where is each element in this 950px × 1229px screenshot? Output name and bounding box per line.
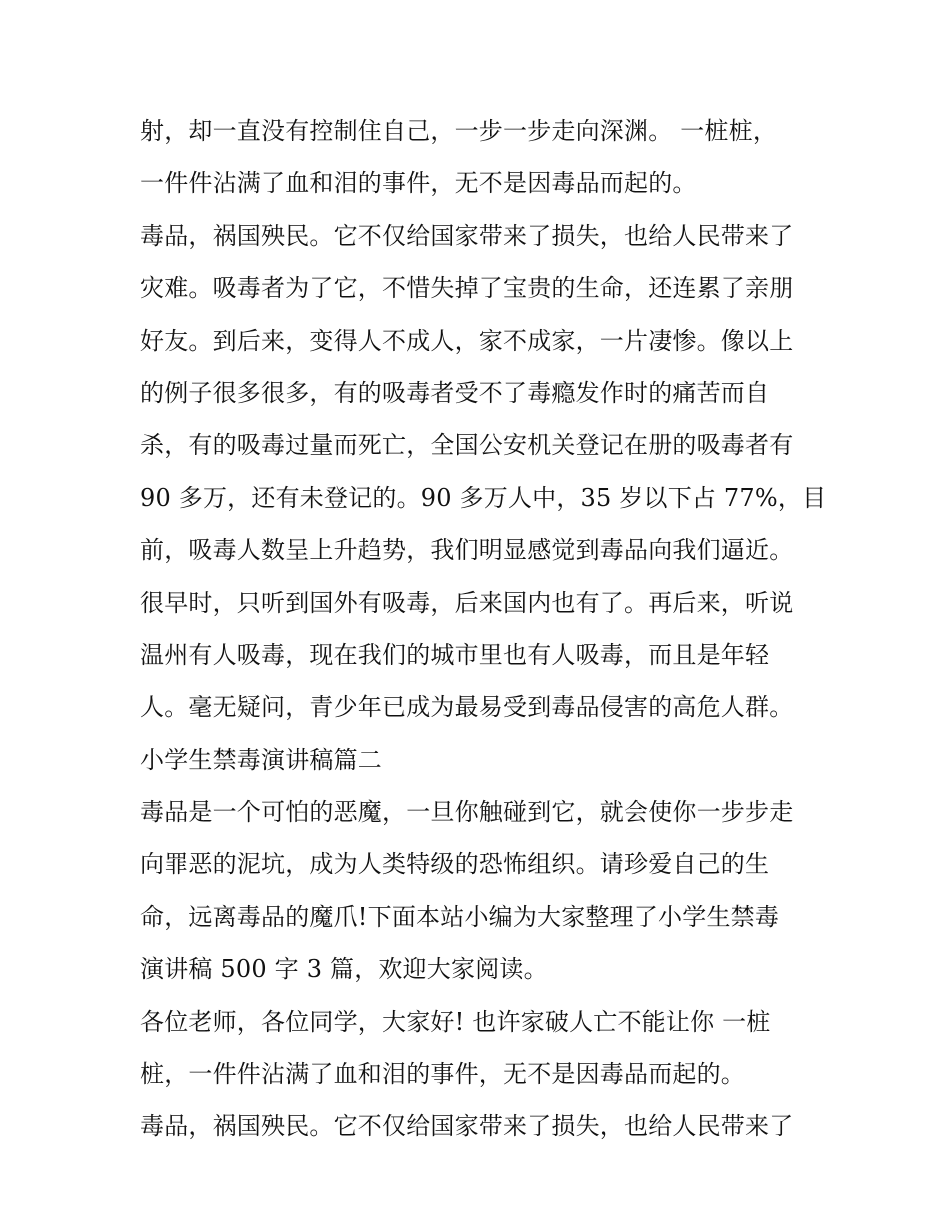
text-line: 一件件沾满了血和泪的事件，无不是因毒品而起的。: [140, 169, 697, 198]
text-line: 毒品，祸国殃民。它不仅给国家带来了损失，也给人民带来了: [140, 1112, 794, 1141]
text-line: 毒品，祸国殃民。它不仅给国家带来了损失，也给人民带来了: [140, 221, 794, 250]
text-line: 人。毫无疑问，青少年已成为最易受到毒品侵害的高危人群。: [140, 693, 794, 722]
text-line: 毒品是一个可怕的恶魔，一旦你触碰到它，就会使你一步步走: [140, 798, 794, 827]
text-line: 灾难。吸毒者为了它，不惜失掉了宝贵的生命，还连累了亲朋: [140, 274, 794, 303]
text-line: 命，远离毒品的魔爪!下面本站小编为大家整理了小学生禁毒: [140, 902, 780, 931]
text-line: 前，吸毒人数呈上升趋势，我们明显感觉到毒品向我们逼近。: [140, 536, 794, 565]
text-line: 各位老师，各位同学，大家好! 也许家破人亡不能让你 一桩: [140, 1007, 771, 1036]
text-line: 演讲稿 500 字 3 篇，欢迎大家阅读。: [140, 955, 548, 984]
text-line: 向罪恶的泥坑，成为人类特级的恐怖组织。请珍爱自己的生: [140, 850, 770, 879]
text-line: 射，却一直没有控制住自己，一步一步走向深渊。 一桩桩，: [140, 117, 778, 145]
text-line: 很早时，只听到国外有吸毒，后来国内也有了。再后来，听说: [140, 588, 794, 617]
text-line: 的例子很多很多，有的吸毒者受不了毒瘾发作时的痛苦而自: [140, 378, 770, 407]
text-line: 90 多万，还有未登记的。90 多万人中，35 岁以下占 77%，目: [140, 483, 827, 512]
document-body: [140, 108, 827, 1156]
text-line: 桩，一件件沾满了血和泪的事件，无不是因毒品而起的。: [140, 1060, 745, 1089]
section-heading: 小学生禁毒演讲稿篇二: [140, 745, 382, 774]
text-line: 温州有人吸毒，现在我们的城市里也有人吸毒，而且是年轻: [140, 640, 770, 669]
text-line: 好友。到后来，变得人不成人，家不成家，一片凄惨。像以上: [140, 326, 794, 355]
text-line: 杀，有的吸毒过量而死亡，全国公安机关登记在册的吸毒者有: [140, 431, 794, 460]
